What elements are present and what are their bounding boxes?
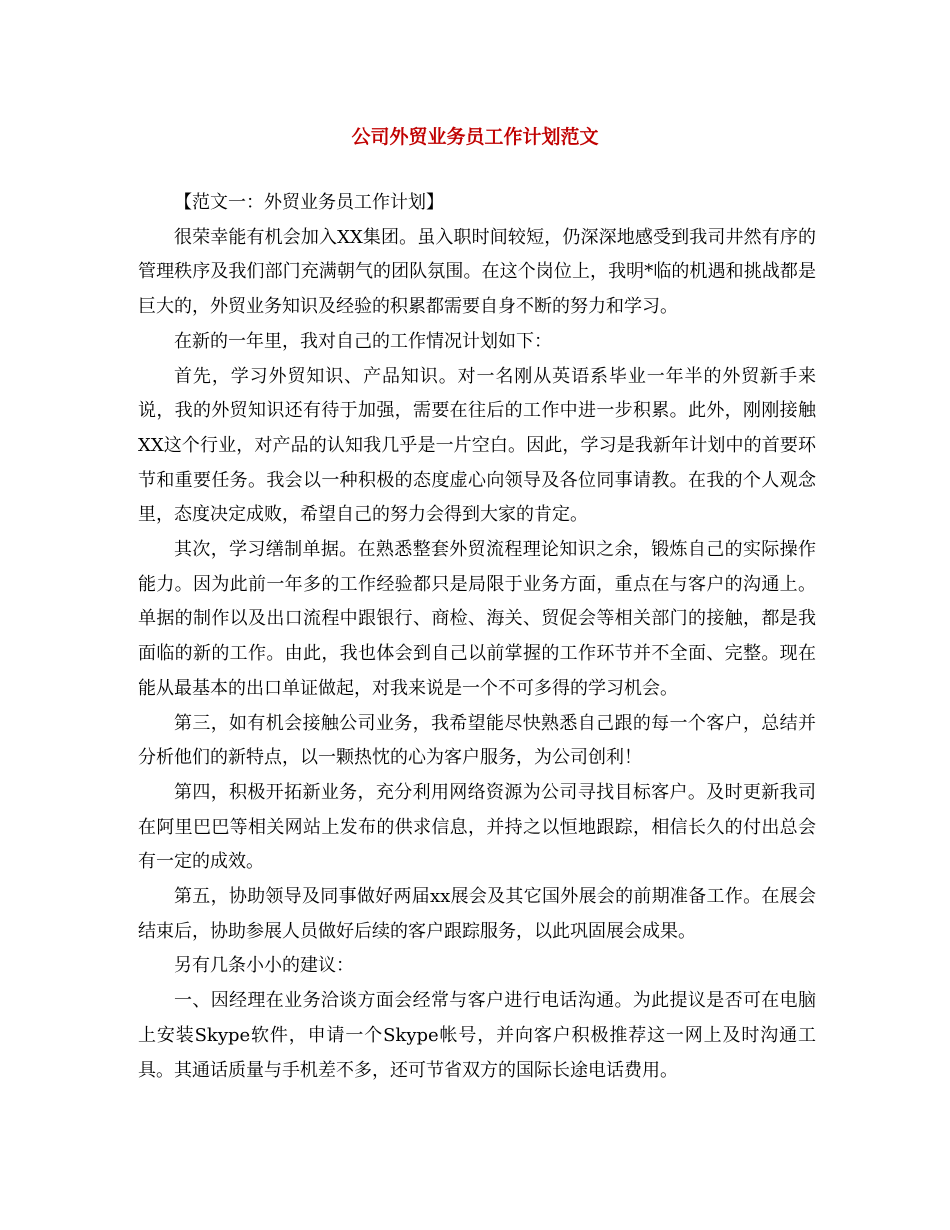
document-body xyxy=(138,186,816,1088)
document-title: 公司外贸业务员工作计划范文 xyxy=(351,126,599,148)
paragraph: 第四，积极开拓新业务，充分利用网络资源为公司寻找目标客户。及时更新我司在阿里巴巴等相关网站上发布的供求信息，并持之以恒地跟踪，相信长久的付出总会有一定的成效。 xyxy=(138,781,816,873)
paragraph: 在新的一年里，我对自己的工作情况计划如下： xyxy=(174,330,552,352)
paragraph: 其次，学习缮制单据。在熟悉整套外贸流程理论知识之余，锻炼自己的实际操作能力。因为此前一年多的工作经验都只是局限于业务方面，重点在与客户的沟通上。单据的制作以及出口流程中跟银行、商检、海关、贸促会等相关部门的接触，都是我面临的新的工作。由此，我也体会到自己以前掌握的工作环节并不全面、完整。现在能从最基本的出口单证做起，对我来说是一个不可多得的学习机会。 xyxy=(138,539,816,699)
paragraph: 另有几条小小的建议： xyxy=(174,955,354,977)
paragraph: 首先，学习外贸知识、产品知识。对一名刚从英语系毕业一年半的外贸新手来说，我的外贸知识还有待于加强，需要在往后的工作中进一步积累。此外，刚刚接触XX这个行业，对产品的认知我几乎是一片空白。因此，学习是我新年计划中的首要环节和重要任务。我会以一种积极的态度虚心向领导及各位同事请教。在我的个人观念里，态度决定成败，希望自己的努力会得到大家的肯定。 xyxy=(138,365,816,526)
paragraph: 一、因经理在业务洽谈方面会经常与客户进行电话沟通。为此提议是否可在电脑上安装Skype软件，申请一个Skype帐号，并向客户积极推荐这一网上及时沟通工具。其通话质量与手机差不多，还可节省双方的国际长途电话费用。 xyxy=(138,990,816,1081)
section-heading: 【范文一：外贸业务员工作计划】 xyxy=(174,192,444,213)
paragraph: 很荣幸能有机会加入XX集团。虽入职时间较短，仍深深地感受到我司井然有序的管理秩序及我们部门充满朝气的团队氛围。在这个岗位上，我明*临的机遇和挑战都是巨大的，外贸业务知识及经验的积累都需要自身不断的努力和学习。 xyxy=(138,226,816,318)
paragraph: 第三，如有机会接触公司业务，我希望能尽快熟悉自己跟的每一个客户，总结并分析他们的新特点，以一颗热忱的心为客户服务，为公司创利！ xyxy=(138,712,816,769)
paragraph: 第五，协助领导及同事做好两届xx展会及其它国外展会的前期准备工作。在展会结束后，协助参展人员做好后续的客户跟踪服务，以此巩固展会成果。 xyxy=(138,886,816,942)
